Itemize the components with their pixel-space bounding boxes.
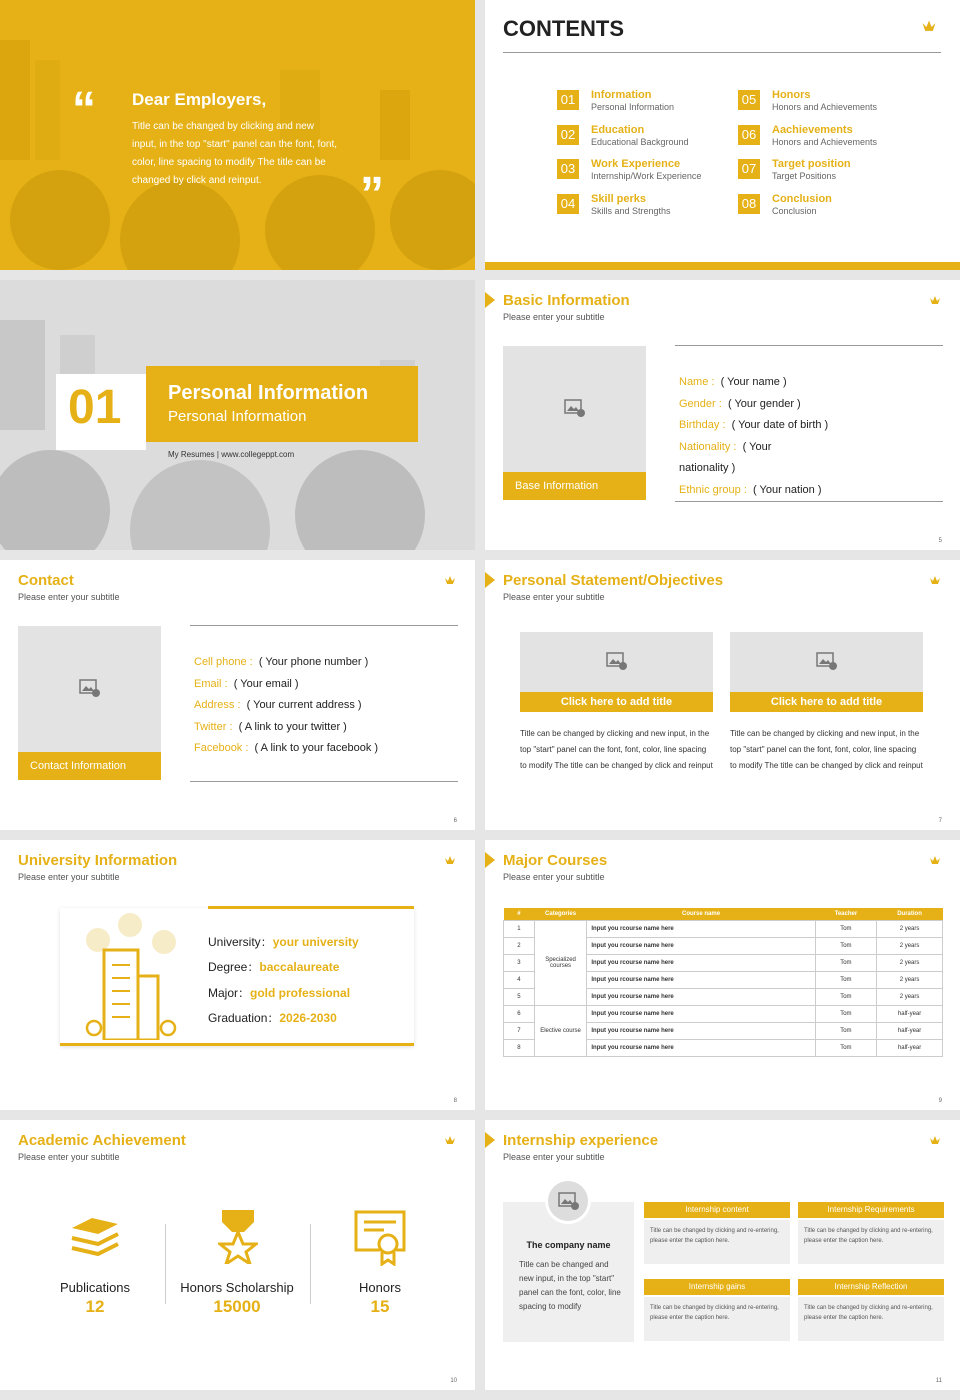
info-field[interactable] <box>194 742 378 754</box>
building-icon <box>72 910 202 1040</box>
page-number: 7 <box>938 818 942 824</box>
photo-placeholder[interactable] <box>503 346 646 500</box>
crown-icon <box>928 574 942 588</box>
contents-item-title[interactable]: Information <box>591 89 652 101</box>
divider-top <box>675 345 943 346</box>
image-placeholder-icon <box>79 679 101 697</box>
page-number: 8 <box>453 1098 457 1104</box>
slide-subtitle: Please enter your subtitle <box>18 592 120 602</box>
statement-card-photo-2[interactable] <box>730 632 923 712</box>
contents-item-number: 03 <box>557 159 579 179</box>
achievement-value: 15 <box>370 1297 390 1316</box>
achievement-label: Honors Scholarship <box>180 1280 294 1295</box>
company-logo[interactable] <box>545 1178 591 1224</box>
slide-title: Major Courses <box>503 852 608 869</box>
info-field[interactable] <box>679 419 828 431</box>
teacher-cell: Tom <box>815 920 876 937</box>
slide-title: Academic Achievement <box>18 1132 186 1149</box>
page-number: 10 <box>450 1378 457 1384</box>
field-value: ( Your email ) <box>233 677 299 690</box>
row-number: 3 <box>504 954 535 971</box>
contents-item-number: 06 <box>738 125 760 145</box>
courses-table <box>503 908 943 1057</box>
row-number: 5 <box>504 988 535 1005</box>
achievement-label: Honors <box>359 1280 401 1295</box>
field-value: ( Your date of birth ) <box>731 419 829 432</box>
crown-icon <box>443 574 457 588</box>
table-header: Teacher <box>815 908 876 920</box>
field-label: Twitter : <box>194 720 233 733</box>
field-value: nationality ) <box>679 462 736 475</box>
slide-subtitle: Please enter your subtitle <box>503 1152 605 1162</box>
section-subtitle: Personal Information <box>168 408 307 425</box>
title-marker <box>485 572 495 588</box>
contents-item-subtitle: Skills and Strengths <box>591 205 671 216</box>
contents-item-title[interactable]: Skill perks <box>591 192 647 205</box>
divider-top <box>190 625 458 626</box>
slide-contents <box>485 0 960 270</box>
crown-icon <box>443 854 457 868</box>
crown-icon <box>443 1134 457 1148</box>
teacher-cell: Tom <box>815 988 876 1005</box>
row-value[interactable]: baccalaureate <box>259 960 340 975</box>
table-header: Categories <box>534 908 587 920</box>
info-field[interactable] <box>194 699 362 711</box>
contents-item-number: 01 <box>557 90 579 110</box>
teacher-cell: Tom <box>815 937 876 954</box>
internship-box-header: Internship gains <box>644 1279 790 1295</box>
contents-item-subtitle: Personal Information <box>591 102 675 112</box>
image-placeholder-icon <box>558 1192 580 1210</box>
row-number: 4 <box>504 971 535 988</box>
duration-cell: 2 years <box>877 971 943 988</box>
row-value[interactable]: your university <box>272 935 359 949</box>
card-body: Title can be changed by clicking and new input, in the top "start" panel can the font, font, color, line spacing to modify The title can be changed by click and reinput <box>520 729 713 770</box>
row-number: 8 <box>504 1039 535 1056</box>
info-field[interactable] <box>679 462 735 474</box>
info-field[interactable] <box>679 398 801 410</box>
achievement-value: 15000 <box>213 1297 261 1316</box>
section-number: 01 <box>68 381 122 434</box>
medal-icon <box>218 1208 258 1264</box>
info-field[interactable] <box>679 484 822 496</box>
course-name-cell[interactable]: Input you rcourse name here <box>587 1005 815 1022</box>
table-header: Course name <box>587 908 815 920</box>
title-marker <box>485 852 495 868</box>
course-name-cell[interactable]: Input you rcourse name here <box>587 937 815 954</box>
company-body: Title can be changed and new input, in the top "start" panel can the font, color, line spacing to modify <box>519 1260 621 1311</box>
field-value: ( Your <box>742 440 772 453</box>
contents-item-number: 04 <box>557 194 579 214</box>
teacher-cell: Tom <box>815 1005 876 1022</box>
field-value: ( Your current address ) <box>246 699 362 712</box>
card-caption[interactable]: Click here to add title <box>520 692 713 712</box>
slide-title: Basic Information <box>503 292 630 309</box>
row-value[interactable]: gold professional <box>250 985 351 1000</box>
duration-cell: half-year <box>877 1039 943 1056</box>
field-value: ( Your gender ) <box>727 397 801 410</box>
contents-item-subtitle: Educational Background <box>591 136 689 147</box>
contents-heading: CONTENTS <box>503 16 624 41</box>
contents-item-subtitle: Conclusion <box>772 205 817 216</box>
divider-bottom <box>190 781 458 782</box>
crown-icon <box>928 854 942 868</box>
slide-title: University Information <box>18 852 178 869</box>
contents-item-title[interactable]: Honors <box>772 89 811 101</box>
contents-item-subtitle: Internship/Work Experience <box>591 171 702 181</box>
contents-bottom-bar <box>485 262 960 270</box>
field-value: ( Your nation ) <box>753 484 822 496</box>
course-name-cell[interactable]: Input you rcourse name here <box>587 988 815 1005</box>
course-name-cell[interactable]: Input you rcourse name here <box>587 1022 815 1039</box>
title-marker <box>485 1132 495 1148</box>
duration-cell: 2 years <box>877 988 943 1005</box>
table-header: # <box>504 908 535 920</box>
slide-major-courses <box>485 840 960 1110</box>
books-icon <box>68 1214 122 1260</box>
info-field[interactable] <box>194 678 299 690</box>
page-number: 11 <box>935 1378 942 1384</box>
teacher-cell: Tom <box>815 971 876 988</box>
slide-personal-statement <box>485 560 960 830</box>
slide-section-personal-info <box>0 280 475 550</box>
image-placeholder-icon <box>564 399 586 417</box>
field-label: Nationality : <box>679 440 737 453</box>
duration-cell: 2 years <box>877 954 943 971</box>
achievement-label: Publications <box>59 1280 131 1295</box>
course-name-cell[interactable]: Input you rcourse name here <box>587 954 815 971</box>
panel-top-line <box>208 906 414 909</box>
row-number: 7 <box>504 1022 535 1039</box>
internship-box-body[interactable]: Title can be changed by clicking and re-entering, please enter the caption here. <box>644 1220 790 1264</box>
field-label: Gender : <box>679 397 722 410</box>
field-value: ( Your name ) <box>720 376 787 388</box>
slide-academic-achievement <box>0 1120 475 1390</box>
university-row <box>208 984 350 1001</box>
contents-item-number: 07 <box>738 159 760 179</box>
achievement-value: 12 <box>85 1297 105 1316</box>
crown-icon <box>928 1134 942 1148</box>
row-number: 2 <box>504 937 535 954</box>
teacher-cell: Tom <box>815 1039 876 1056</box>
page-number: 5 <box>938 538 942 544</box>
slide-contact <box>0 560 475 830</box>
field-label: Ethnic group : <box>679 484 747 496</box>
panel-bottom-line <box>60 1043 414 1046</box>
university-row <box>208 1009 337 1026</box>
teacher-cell: Tom <box>815 1022 876 1039</box>
internship-box-body[interactable]: Title can be changed by clicking and re-entering, please enter the caption here. <box>798 1220 944 1264</box>
image-placeholder-icon <box>816 652 838 670</box>
field-label: Birthday : <box>679 419 726 432</box>
contents-item-number: 08 <box>738 194 760 214</box>
table-header: Duration <box>877 908 943 920</box>
contents-item-subtitle: Honors and Achievements <box>772 102 878 112</box>
row-value[interactable]: 2026-2030 <box>279 1010 337 1025</box>
page-number: 6 <box>453 818 457 824</box>
contents-item-title[interactable]: Education <box>591 123 645 136</box>
info-field[interactable] <box>679 376 787 388</box>
row-number: 6 <box>504 1005 535 1022</box>
info-field[interactable] <box>194 656 368 668</box>
university-row <box>208 933 359 950</box>
contents-item-number: 02 <box>557 125 579 145</box>
course-name-cell[interactable]: Input you rcourse name here <box>587 1039 815 1056</box>
table-row <box>504 920 943 937</box>
slide-title: Contact <box>18 572 74 589</box>
course-name-cell[interactable]: Input you rcourse name here <box>587 971 815 988</box>
university-row <box>208 958 339 975</box>
duration-cell: half-year <box>877 1022 943 1039</box>
slide-title: Internship experience <box>503 1132 659 1149</box>
crown-icon <box>928 294 942 308</box>
internship-box-header: Internship content <box>644 1202 790 1218</box>
slide-dear-employers <box>0 0 475 270</box>
divider-bottom <box>675 501 943 502</box>
row-label: University： <box>208 935 273 949</box>
row-number: 1 <box>504 920 535 937</box>
card-caption[interactable]: Click here to add title <box>730 692 923 712</box>
statement-card-photo-1[interactable] <box>520 632 713 712</box>
company-name: The company name <box>526 1240 611 1250</box>
table-row <box>504 1005 943 1022</box>
field-label: Facebook : <box>194 742 249 755</box>
crown-icon <box>920 18 938 36</box>
teacher-cell: Tom <box>815 954 876 971</box>
slide-internship <box>485 1120 960 1390</box>
field-value: ( A link to your twitter ) <box>238 720 347 733</box>
contents-item-title[interactable]: Conclusion <box>772 192 832 205</box>
card-body: Title can be changed by clicking and new input, in the top "start" panel can the font, font, color, line spacing to modify The title can be changed by click and reinput <box>730 729 923 770</box>
category-cell: Specialized courses <box>534 920 587 1005</box>
field-label: Name : <box>679 376 715 388</box>
field-label: Address : <box>194 699 241 712</box>
slide-subtitle: Please enter your subtitle <box>18 1152 120 1162</box>
internship-box-body[interactable]: Title can be changed by clicking and re-entering, please enter the caption here. <box>644 1297 790 1341</box>
slide-title: Personal Statement/Objectives <box>503 572 724 589</box>
page-number: 9 <box>938 1098 942 1104</box>
stat-divider <box>165 1224 166 1304</box>
category-cell: Elective course <box>534 1005 587 1056</box>
image-placeholder-icon <box>606 652 628 670</box>
contents-item-title[interactable]: Target position <box>772 158 851 170</box>
slide-university-info <box>0 840 475 1110</box>
info-field[interactable] <box>194 721 347 733</box>
contents-item-title[interactable]: Work Experience <box>591 158 681 170</box>
slide-subtitle: Please enter your subtitle <box>503 592 605 602</box>
section-footer: My Resumes | www.collegeppt.com <box>168 450 295 459</box>
field-value: ( A link to your facebook ) <box>254 742 379 755</box>
duration-cell: half-year <box>877 1005 943 1022</box>
photo-caption: Contact Information <box>18 752 161 780</box>
course-name-cell[interactable]: Input you rcourse name here <box>587 920 815 937</box>
photo-caption: Base Information <box>503 472 646 500</box>
info-field[interactable] <box>679 441 771 453</box>
section-title: Personal Information <box>168 382 369 404</box>
duration-cell: 2 years <box>877 937 943 954</box>
internship-box-header: Internship Requirements <box>798 1202 944 1218</box>
open-quote-icon: “ <box>72 83 96 136</box>
close-quote-icon: ” <box>360 168 384 221</box>
contents-item-title[interactable]: Aachievements <box>772 123 853 136</box>
field-label: Cell phone : <box>194 656 253 668</box>
row-label: Degree： <box>208 960 260 975</box>
row-label: Major： <box>208 985 251 1000</box>
title-marker <box>485 292 495 308</box>
row-label: Graduation： <box>208 1010 280 1025</box>
slide-body: Title can be changed by clicking and new input, in the top "start" panel can the font, font, color, line spacing to modify The title can be changed by click and reinput. <box>132 121 338 186</box>
slide-title: Dear Employers, <box>132 90 267 109</box>
contents-item-number: 05 <box>738 90 760 110</box>
contents-divider <box>503 52 941 53</box>
slide-subtitle: Please enter your subtitle <box>18 872 120 882</box>
photo-placeholder[interactable] <box>18 626 161 780</box>
field-label: Email : <box>194 677 228 690</box>
field-value: ( Your phone number ) <box>258 656 369 668</box>
certificate-icon <box>354 1210 406 1266</box>
slide-subtitle: Please enter your subtitle <box>503 312 605 322</box>
slide-basic-info <box>485 280 960 550</box>
internship-box-body[interactable]: Title can be changed by clicking and re-entering, please enter the caption here. <box>798 1297 944 1341</box>
internship-box-header: Internship Reflection <box>798 1279 944 1295</box>
contents-item-subtitle: Target Positions <box>772 171 837 181</box>
contents-item-subtitle: Honors and Achievements <box>772 136 878 147</box>
duration-cell: 2 years <box>877 920 943 937</box>
slide-subtitle: Please enter your subtitle <box>503 872 605 882</box>
